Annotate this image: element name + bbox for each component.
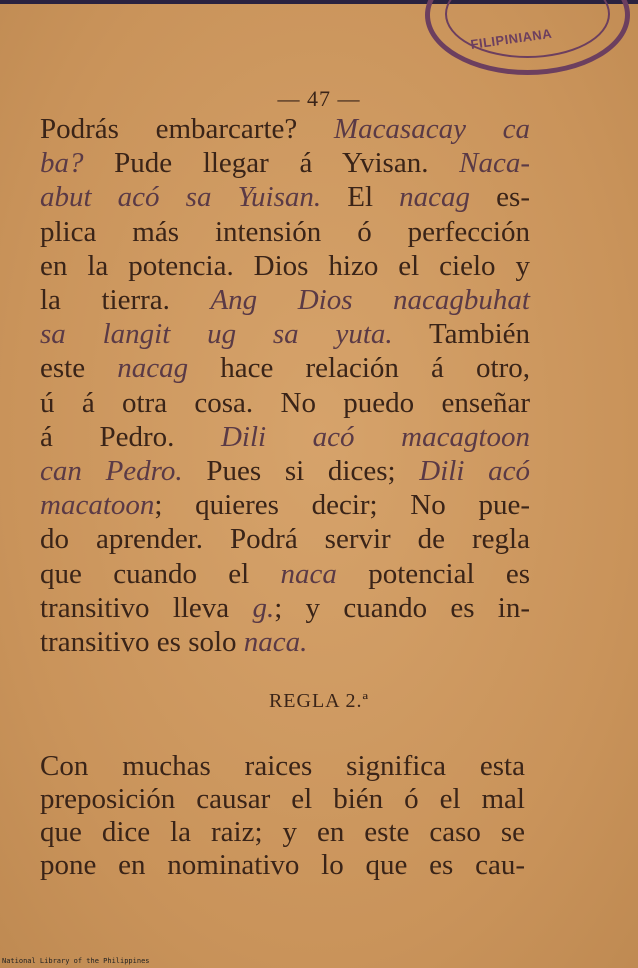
text-line — [40, 249, 530, 283]
italic-run: Ang Dios nacagbuhat — [210, 284, 530, 317]
italic-run: naca. — [243, 626, 308, 659]
text-run: También — [392, 318, 531, 351]
italic-run: sa langit ug sa yuta. — [40, 318, 393, 351]
text-line — [40, 522, 530, 556]
text-run: potencial es — [336, 557, 530, 590]
text-line — [40, 283, 530, 317]
italic-run: abut acó sa Yuisan. — [40, 181, 322, 214]
text-line — [40, 386, 530, 420]
text-line — [40, 420, 530, 454]
text-run: en la potencia. Dios hizo el cielo y — [40, 249, 530, 282]
text-run: transitivo es solo — [40, 626, 244, 659]
text-line — [40, 488, 530, 522]
text-line — [40, 215, 530, 249]
text-line: que dice la raiz; y en este caso se — [40, 816, 525, 848]
italic-run: Naca- — [459, 147, 530, 180]
text-run: es- — [470, 181, 530, 214]
text-line — [40, 112, 530, 146]
text-line — [40, 557, 530, 591]
text-line — [40, 351, 530, 385]
text-line — [40, 180, 530, 214]
text-run: á Pedro. — [40, 420, 221, 453]
page-number: — 47 — — [277, 86, 361, 111]
italic-run: Dili acó macagtoon — [220, 420, 531, 453]
text-run: que cuando el — [40, 557, 281, 590]
text-run: Pues si dices; — [182, 455, 420, 488]
text-line — [40, 317, 530, 351]
italic-run: ba? — [40, 147, 84, 180]
italic-run: g. — [252, 591, 275, 624]
italic-run: Dili acó — [419, 455, 530, 488]
italic-run: naca — [280, 557, 337, 590]
text-run: Pude llegar á Yvisan. — [83, 147, 460, 180]
text-line: pone en nominativo lo que es cau- — [40, 849, 525, 881]
italic-run: nacag — [399, 181, 471, 214]
library-stamp-text: FILIPINIANA — [469, 25, 553, 52]
footer-credit: National Library of the Philippines — [2, 957, 150, 965]
text-run: plica más intensión ó perfección — [40, 215, 530, 248]
paragraph-2 — [40, 750, 525, 882]
text-line — [40, 625, 530, 659]
text-line — [40, 454, 530, 488]
text-run: Podrás embarcarte? — [40, 113, 334, 145]
italic-run: macatoon — [40, 489, 155, 522]
italic-run: nacag — [117, 352, 189, 385]
italic-run: can Pedro. — [40, 455, 183, 488]
text-run: transitivo lleva — [40, 591, 253, 624]
text-run: hace relación á otro, — [188, 352, 530, 385]
text-run: ; y cuando es in- — [274, 591, 531, 624]
text-run: ú á otra cosa. No puedo enseñar — [40, 386, 530, 419]
section-heading: REGLA 2.ª — [268, 690, 370, 712]
text-line: preposición causar el bién ó el mal — [40, 783, 525, 815]
text-run: este — [40, 352, 118, 385]
text-run: do aprender. Podrá servir de regla — [40, 523, 530, 556]
text-line — [40, 591, 530, 625]
text-run: ; quieres decir; No pue- — [154, 489, 530, 522]
text-run: El — [321, 181, 400, 214]
paragraph-1 — [40, 112, 530, 659]
italic-run: Macasacay ca — [333, 113, 530, 145]
text-line — [40, 146, 530, 180]
text-line: Con muchas raices significa esta — [40, 750, 525, 782]
text-run: la tierra. — [40, 284, 211, 317]
